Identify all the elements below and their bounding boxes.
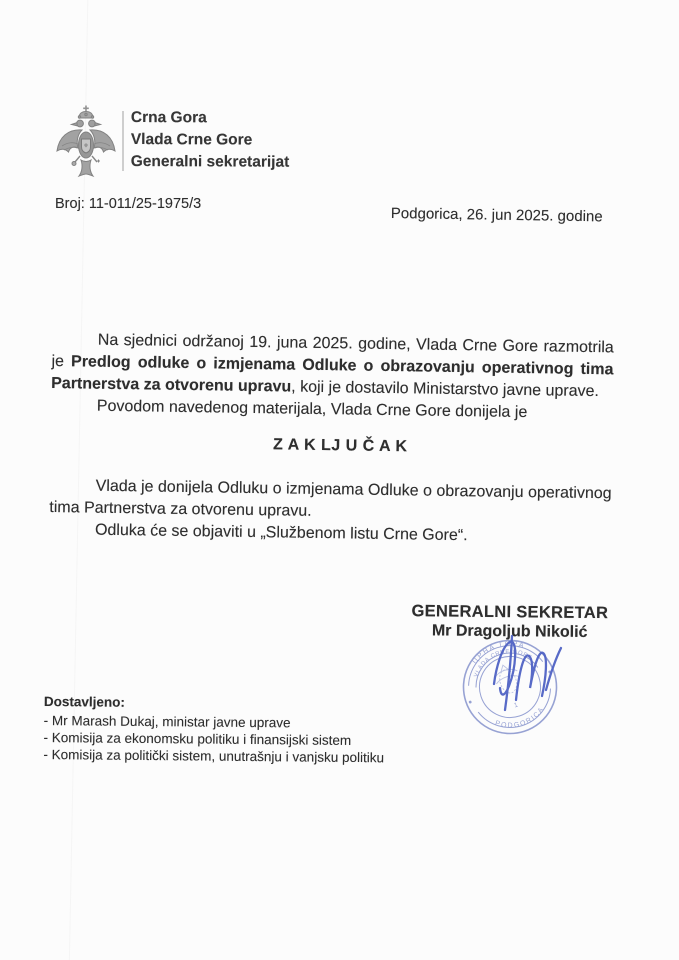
body-paragraph-2: Povodom navedenog materijala, Vlada Crne Gore donijela je xyxy=(96,397,528,422)
place-and-date: Podgorica, 26. jun 2025. godine xyxy=(390,205,603,226)
handwritten-signature xyxy=(494,636,561,710)
org-government: Vlada Crne Gore xyxy=(130,130,253,149)
stamp-rings xyxy=(451,628,568,745)
letterhead-org-block xyxy=(131,107,290,174)
paragraph1-end: , koji je dostavilo Ministarstvo javne uprave. xyxy=(291,378,600,401)
body-paragraph-4: Odluka će se objaviti u „Službenom listu Crne Gore“. xyxy=(94,521,468,545)
distribution-list xyxy=(43,692,384,766)
signatory-name: Mr Dragoljub Nikolić xyxy=(431,622,588,641)
conclusion-heading: Z A K LJ U Č A K xyxy=(272,436,408,456)
stamp-text-country: ЦРНА ГОРА xyxy=(471,640,526,666)
distribution-item: - Mr Marash Dukaj, ministar javne uprave xyxy=(43,712,291,731)
body-paragraph-1 xyxy=(51,329,614,403)
distribution-item: - Komisija za ekonomsku politiku i finansijski sistem xyxy=(43,729,352,748)
paragraph1-start: Na sjednici održanoj 19. juna 2025. godine, Vlada Crne Gore razmotrila je xyxy=(51,331,614,371)
distribution-item: - Komisija za politički sistem, unutrašnju i vanjsku politiku xyxy=(43,746,385,766)
org-country: Crna Gora xyxy=(130,108,207,127)
reference-number: Broj: 11-011/25-1975/3 xyxy=(55,196,202,212)
distribution-label: Dostavljeno: xyxy=(43,693,125,710)
document-body xyxy=(49,329,614,549)
org-secretariat: Generalni sekretarijat xyxy=(130,152,290,171)
stamp-text-government: VLADA CRNE GORE xyxy=(473,648,534,679)
body-paragraph-3: Vlada je donijela Odluku o izmjenama Odluke o obrazovanju operativnog tima Partnerstva za otvorenu upravu. xyxy=(49,477,612,520)
paragraph1-bold-title: Predlog odluke o izmjenama Odluke o obrazovanju operativnog tima Partnerstva za otvorenu upravu xyxy=(51,353,614,396)
signatory-title: GENERALNI SEKRETAR xyxy=(411,602,609,623)
montenegro-coat-of-arms-icon xyxy=(54,104,118,180)
official-stamp xyxy=(446,622,590,756)
stamp-text-city: PODGORICA xyxy=(494,705,547,730)
stamp-center-number: 1 xyxy=(513,701,519,710)
letterhead-divider xyxy=(122,111,124,171)
